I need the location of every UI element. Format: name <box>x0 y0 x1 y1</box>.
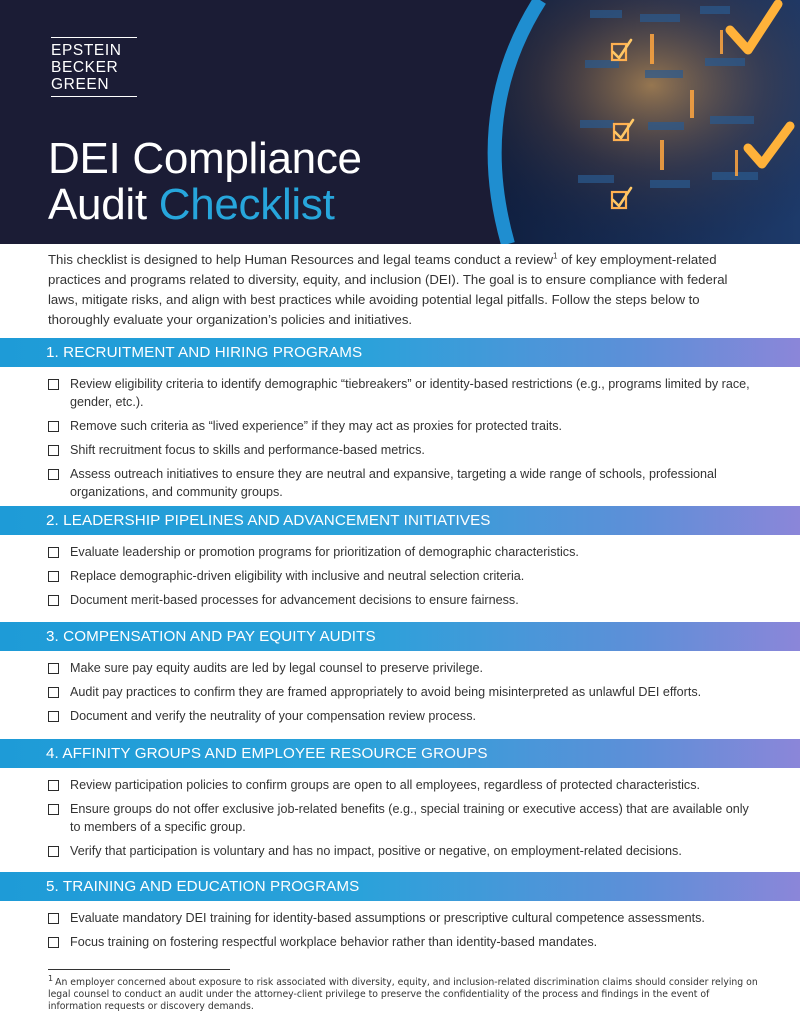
checklist <box>0 768 800 860</box>
footnote <box>48 973 760 1013</box>
section-heading: 2. LEADERSHIP PIPELINES AND ADVANCEMENT INITIATIVES <box>0 506 800 535</box>
intro-paragraph <box>48 250 758 330</box>
checkbox[interactable] <box>48 595 59 606</box>
checklist-item <box>0 933 800 951</box>
checklist-item <box>0 567 800 585</box>
checkbox[interactable] <box>48 937 59 948</box>
checklist-item <box>0 842 800 860</box>
checklist-item-text: Verify that participation is voluntary and has no impact, positive or negative, on employment-related decisions. <box>70 844 682 858</box>
section-leadership <box>0 506 800 615</box>
section-training <box>0 872 800 957</box>
checkbox[interactable] <box>48 571 59 582</box>
checklist-item-text: Ensure groups do not offer exclusive job-related benefits (e.g., special training or executive access) that are available only to members of a specific group. <box>70 802 749 834</box>
checklist-item <box>0 591 800 609</box>
checklist-item-text: Document merit-based processes for advancement decisions to ensure fairness. <box>70 593 519 607</box>
footnote-text: An employer concerned about exposure to risk associated with diversity, equity, and inclusion-related discrimination claims should consider relying on legal counsel to conduct an audit under the attorney-client privilege to preserve the confidentiality of the process and findings in the event of information requests or discovery demands. <box>48 977 758 1012</box>
checkbox[interactable] <box>48 663 59 674</box>
footnote-divider <box>48 969 230 970</box>
checklist <box>0 367 800 501</box>
checkbox[interactable] <box>48 469 59 480</box>
checkbox[interactable] <box>48 804 59 815</box>
checkbox[interactable] <box>48 913 59 924</box>
checklist-item <box>0 659 800 677</box>
checklist-item-text: Evaluate mandatory DEI training for identity-based assumptions or prescriptive cultural competence assessments. <box>70 911 705 925</box>
checklist-item-text: Evaluate leadership or promotion programs for prioritization of demographic characteristics. <box>70 545 579 559</box>
checkbox[interactable] <box>48 547 59 558</box>
checklist-item <box>0 375 800 411</box>
checklist-item <box>0 441 800 459</box>
intro-text-end: of key employment-related practices and programs related to diversity, equity, and inclusion (DEI). The goal is to ensure compliance with federal laws, mitigate risks, and align with best practices while avoiding potential legal pitfalls. Follow the steps below to thoroughly evaluate your organization’s policies and initiatives. <box>48 252 728 327</box>
section-heading: 5. TRAINING AND EDUCATION PROGRAMS <box>0 872 800 901</box>
logo-line-3: GREEN <box>51 76 110 93</box>
checklist-item <box>0 707 800 725</box>
checklist-item <box>0 543 800 561</box>
checklist-item-text: Assess outreach initiatives to ensure they are neutral and expansive, targeting a wide range of schools, professional organizations, and community groups. <box>70 467 717 499</box>
checkbox[interactable] <box>48 711 59 722</box>
checklist-item <box>0 800 800 836</box>
title-line-2-plain: Audit <box>48 180 147 229</box>
section-affinity-groups <box>0 739 800 866</box>
checklist-item-text: Review participation policies to confirm groups are open to all employees, regardless of protected characteristics. <box>70 778 700 792</box>
logo-line-2: BECKER <box>51 59 119 76</box>
footnote-marker: 1 <box>48 973 54 983</box>
title-line-2-accent: Checklist <box>158 180 335 229</box>
section-heading: 1. RECRUITMENT AND HIRING PROGRAMS <box>0 338 800 367</box>
checklist-item-text: Review eligibility criteria to identify demographic “tiebreakers” or identity-based restrictions (e.g., programs limited by race, gender, etc.). <box>70 377 750 409</box>
checklist-item-text: Remove such criteria as “lived experience” if they may act as proxies for protected traits. <box>70 419 563 433</box>
checklist-item <box>0 465 800 501</box>
checkbox[interactable] <box>48 379 59 390</box>
section-compensation <box>0 622 800 731</box>
checklist-item <box>0 776 800 794</box>
checkbox[interactable] <box>48 445 59 456</box>
checklist-item-text: Focus training on fostering respectful workplace behavior rather than identity-based mandates. <box>70 935 598 949</box>
page-title <box>48 136 488 228</box>
logo-line-1: EPSTEIN <box>51 42 122 59</box>
footnote-reference[interactable]: 1 <box>553 251 558 261</box>
title-line-1: DEI Compliance <box>48 134 362 183</box>
checklist-item-text: Shift recruitment focus to skills and performance-based metrics. <box>70 443 425 457</box>
checklist <box>0 651 800 725</box>
checklist-item <box>0 683 800 701</box>
checklist-item-text: Replace demographic-driven eligibility with inclusive and neutral selection criteria. <box>70 569 525 583</box>
checklist-item <box>0 417 800 435</box>
checklist-item-text: Make sure pay equity audits are led by legal counsel to preserve privilege. <box>70 661 484 675</box>
checklist-item <box>0 909 800 927</box>
section-recruitment <box>0 338 800 507</box>
section-heading: 4. AFFINITY GROUPS AND EMPLOYEE RESOURCE GROUPS <box>0 739 800 768</box>
checkbox[interactable] <box>48 687 59 698</box>
checklist-item-text: Document and verify the neutrality of your compensation review process. <box>70 709 476 723</box>
checkbox[interactable] <box>48 421 59 432</box>
company-logo <box>51 37 137 97</box>
section-heading: 3. COMPENSATION AND PAY EQUITY AUDITS <box>0 622 800 651</box>
checkbox[interactable] <box>48 846 59 857</box>
checklist <box>0 535 800 609</box>
intro-text-start: This checklist is designed to help Human Resources and legal teams conduct a review <box>48 252 554 267</box>
checklist-item-text: Audit pay practices to confirm they are framed appropriately to avoid being misinterpreted as unlawful DEI efforts. <box>70 685 702 699</box>
checkbox[interactable] <box>48 780 59 791</box>
checklist <box>0 901 800 951</box>
header-banner <box>0 0 800 244</box>
